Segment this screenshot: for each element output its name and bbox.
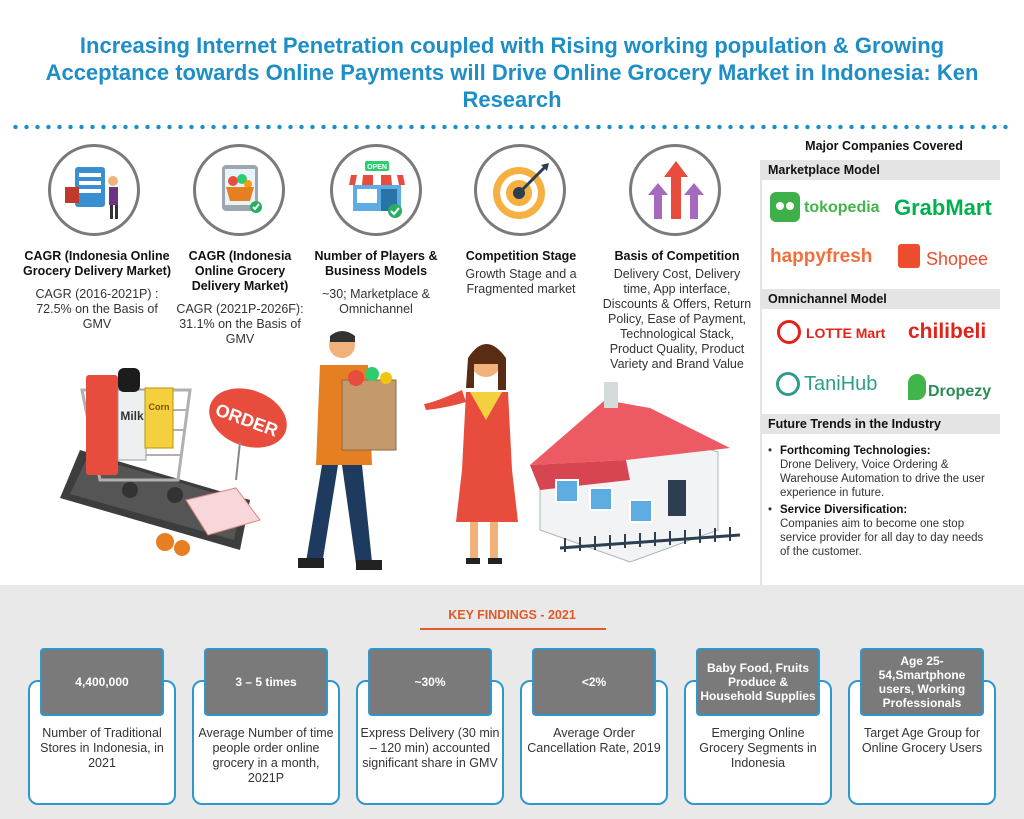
finding-value: Baby Food, Fruits Produce & Household Supplies (696, 648, 820, 716)
corn-label: Corn (148, 402, 170, 412)
happyfresh-logo: happyfresh (770, 246, 873, 267)
milk-label: Milk (120, 409, 144, 423)
order-sign-text: ORDER (212, 399, 281, 441)
finding-description: Emerging Online Grocery Segments in Indonesia (699, 726, 817, 770)
omnichannel-model-label: Omnichannel Model (760, 289, 1000, 309)
marketplace-model-label: Marketplace Model (760, 160, 1000, 180)
col3-body: ~30; Marketplace & Omnichannel (321, 287, 431, 316)
grocery-basket-icon (193, 144, 285, 236)
col2-body: CAGR (2021P-2026F): 31.1% on the Basis of GMV (176, 302, 304, 346)
shopee-bag-icon (898, 244, 920, 268)
panel-border (760, 160, 762, 585)
page-title: Increasing Internet Penetration coupled with Rising working population & Growing Acceptance towards Online Payments will Drive Online Grocery Market in Indonesia: Ken Research (45, 33, 979, 112)
key-findings-title: KEY FINDINGS - 2021 (448, 608, 576, 622)
open-store-icon (330, 144, 422, 236)
lottemart-logo: LOTTE Mart (806, 325, 886, 341)
finding-description: Average Order Cancellation Rate, 2019 (527, 726, 661, 755)
col4-body: Growth Stage and a Fragmented market (465, 267, 577, 296)
key-findings-underline (420, 628, 606, 630)
finding-description: Average Number of time people order online grocery in a month, 2021P (198, 726, 334, 785)
col3-heading: Number of Players & Business Models (314, 249, 438, 278)
trend-heading: Forthcoming Technologies: (780, 445, 931, 457)
finding-value: ~30% (368, 648, 492, 716)
tanihub-logo-icon (776, 372, 800, 396)
col1-heading: CAGR (Indonesia Online Grocery Delivery Market) (23, 249, 171, 278)
chilibeli-logo: chilibeli (908, 320, 987, 343)
trend-body: Companies aim to become one stop service provider for all day to day needs of the customer. (780, 518, 984, 558)
target-icon (474, 144, 566, 236)
tokopedia-logo-icon (770, 192, 800, 222)
trend-item: • Service Diversification: Companies aim to become one stop service provider for all day to day needs of the customer. (768, 504, 984, 558)
col4-heading: Competition Stage (465, 249, 577, 263)
dotted-divider (10, 124, 1014, 130)
trend-heading: Service Diversification: (780, 504, 908, 516)
finding-description: Target Age Group for Online Grocery Users (861, 726, 983, 755)
trend-body: Drone Delivery, Voice Ordering & Warehouse Automation to drive the user experience in future. (780, 459, 985, 499)
dropezy-logo: Dropezy (928, 383, 992, 400)
col5-body: Delivery Cost, Delivery time, App interface, Discounts & Offers, Return Policy, Ease of Payment, Technological Stack, Product Quality, Product Variety and Brand Value (602, 267, 752, 371)
shopee-logo: Shopee (926, 249, 989, 269)
finding-description: Number of Traditional Stores in Indonesia, in 2021 (40, 726, 164, 770)
finding-value: Age 25-54,Smartphone users, Working Professionals (860, 648, 984, 716)
lottemart-logo-icon (777, 320, 801, 344)
grabmart-logo: GrabMart (894, 195, 992, 220)
panel-title: Major Companies Covered (805, 139, 963, 153)
col2-heading: CAGR (Indonesia Online Grocery Delivery Market) (188, 249, 292, 293)
finding-value: 3 – 5 times (204, 648, 328, 716)
tanihub-logo: TaniHub (804, 373, 878, 395)
dropezy-logo-icon (908, 374, 926, 400)
col5-heading: Basis of Competition (614, 249, 740, 263)
trend-item: • Forthcoming Technologies: Drone Delivery, Voice Ordering & Warehouse Automation to drive the user experience in future. (768, 445, 985, 499)
finding-description: Express Delivery (30 min – 120 min) accounted significant share in GMV (360, 726, 500, 770)
growth-arrows-icon (629, 144, 721, 236)
open-sign-text: OPEN (367, 164, 387, 171)
col1-body: CAGR (2016-2021P) : 72.5% on the Basis of GMV (35, 287, 159, 331)
future-trends-label: Future Trends in the Industry (760, 414, 1000, 434)
grocery-illustration (0, 330, 760, 585)
finding-value: 4,400,000 (40, 648, 164, 716)
shopping-screen-icon (48, 144, 140, 236)
finding-value: <2% (532, 648, 656, 716)
tokopedia-logo: tokopedia (804, 199, 880, 216)
